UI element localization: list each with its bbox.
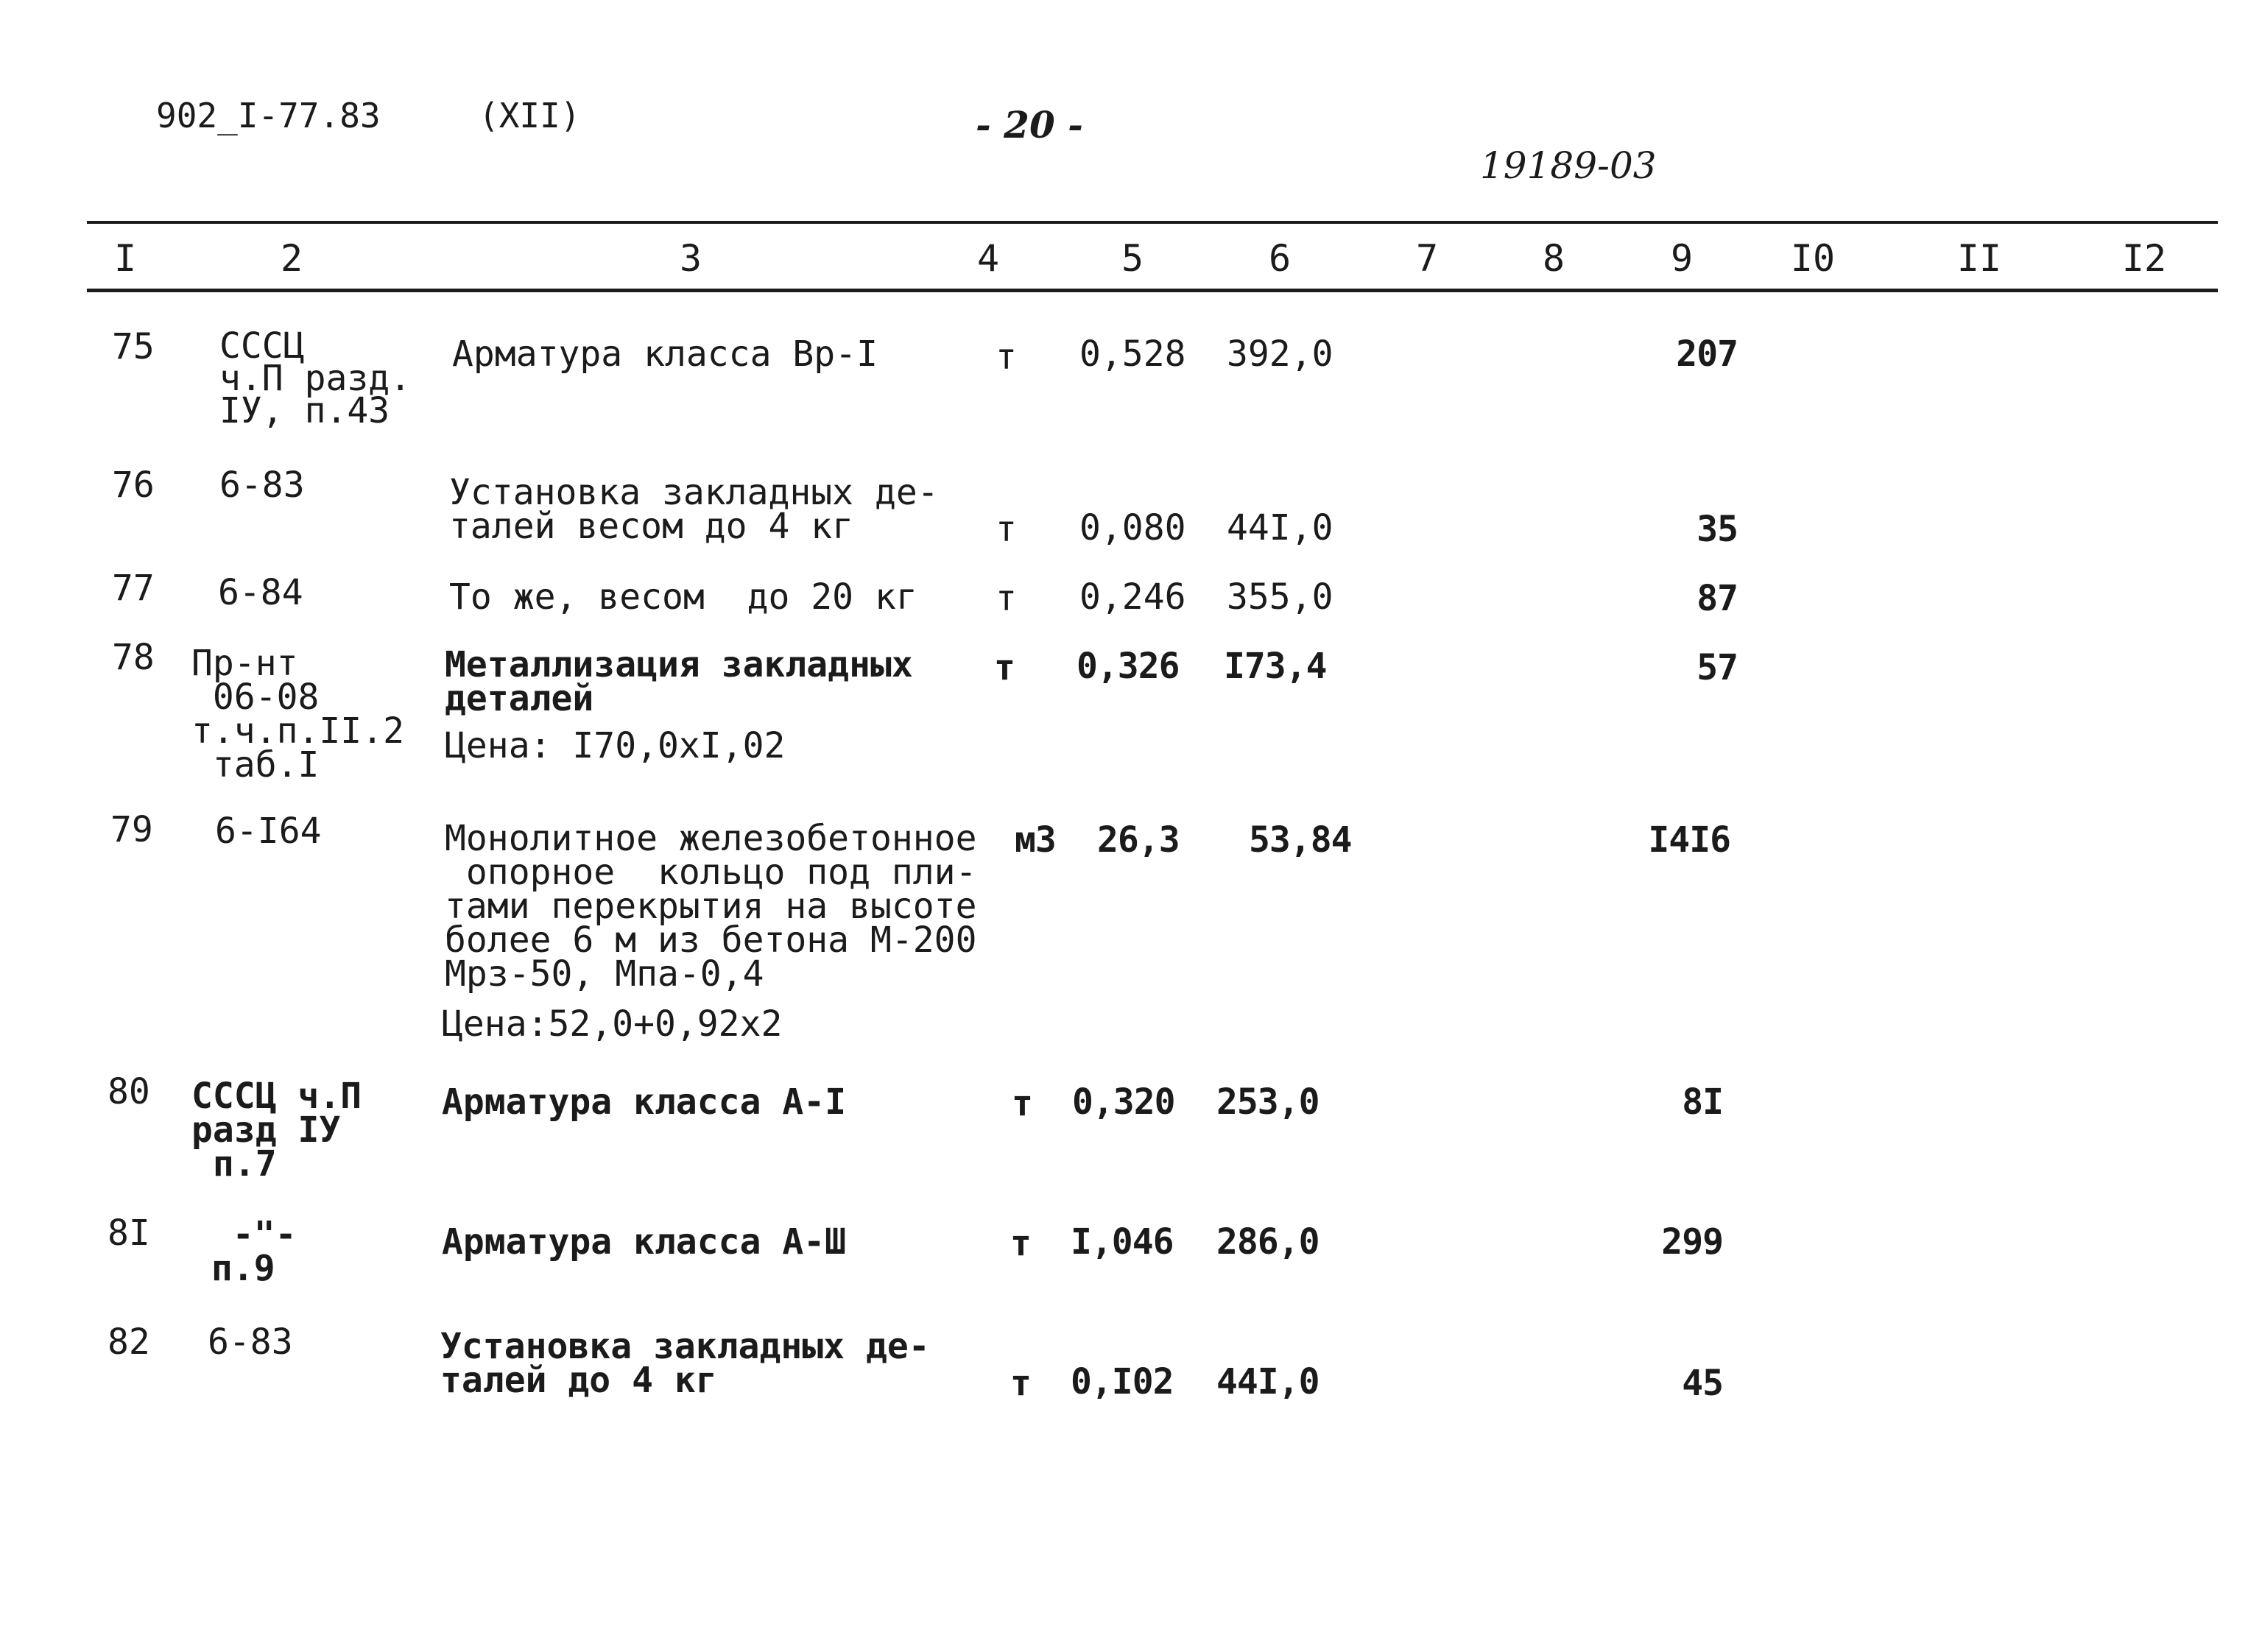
quantity: 0,528	[1079, 333, 1186, 375]
quantity: 0,I02	[1071, 1361, 1174, 1402]
row-number: 75	[112, 326, 155, 367]
row-number: 8I	[108, 1212, 150, 1254]
column-header: 7	[1415, 237, 1439, 280]
column-header: 2	[280, 237, 303, 280]
column-header: 8	[1542, 237, 1565, 280]
norm-reference: СССЦ ч.П разд IУ п.7	[191, 1076, 362, 1185]
work-description: Монолитное железобетонное опорное кольцо под пли- тами перекрытия на высоте более 6 м из бетона М-200 Мрз-50, Мпа-0,4	[445, 818, 977, 995]
page-number: - 20 -	[976, 103, 1083, 147]
price-note: Цена: I70,0хI,02	[445, 725, 786, 766]
table-header-rule	[87, 289, 2218, 292]
price-note: Цена:52,0+0,92х2	[442, 1003, 783, 1045]
quantity: I,046	[1071, 1221, 1174, 1263]
column-header: I2	[2121, 237, 2167, 280]
work-description: Установка закладных де- талей весом до 4 кг	[449, 472, 939, 547]
unit-price: 286,0	[1216, 1221, 1320, 1263]
norm-reference: СССЦ ч.П разд. IУ, п.43	[219, 325, 412, 431]
unit-price: 392,0	[1227, 333, 1333, 375]
total-cost: 45	[1682, 1363, 1723, 1404]
row-number: 76	[112, 465, 155, 506]
unit-price: 355,0	[1227, 576, 1333, 618]
norm-reference: 6-83	[219, 465, 305, 506]
column-header: I	[113, 237, 137, 280]
unit: т	[996, 509, 1017, 550]
total-cost: 57	[1696, 647, 1738, 688]
column-header: 4	[976, 237, 1000, 280]
unit: т	[996, 336, 1017, 378]
unit-price: I73,4	[1224, 646, 1327, 687]
unit: м3	[1015, 819, 1056, 861]
quantity: 26,3	[1097, 819, 1180, 861]
quantity: 0,320	[1072, 1081, 1175, 1123]
handwritten-reference: 19189-03	[1480, 144, 1657, 187]
total-cost: 8I	[1682, 1081, 1723, 1123]
norm-reference: 6-I64	[215, 811, 322, 852]
unit: т	[996, 578, 1017, 619]
work-description: Металлизация закладных деталей	[445, 644, 913, 719]
total-cost: 35	[1696, 509, 1738, 550]
unit-price: 44I,0	[1216, 1361, 1320, 1402]
norm-reference: 6-83	[208, 1321, 293, 1363]
unit: т	[994, 647, 1015, 688]
unit: т	[1010, 1223, 1031, 1264]
row-number: 82	[108, 1321, 150, 1363]
norm-reference: Пр-нт 06-08 т.ч.п.II.2 таб.I	[191, 643, 404, 786]
total-cost: 87	[1696, 578, 1738, 619]
unit: т	[1010, 1363, 1031, 1404]
row-number: 78	[112, 637, 155, 678]
unit-price: 253,0	[1216, 1081, 1320, 1123]
work-description: Арматура класса А-Ш	[442, 1221, 847, 1263]
work-description: То же, весом до 20 кг	[449, 576, 917, 618]
column-header: 6	[1268, 237, 1292, 280]
total-cost: I4I6	[1648, 819, 1730, 861]
work-description: Арматура класса А-I	[442, 1081, 847, 1123]
work-description: Арматура класса Вр-I	[452, 333, 878, 375]
total-cost: 207	[1676, 333, 1738, 375]
norm-reference: -"- п.9	[211, 1214, 297, 1289]
row-number: 79	[110, 809, 153, 850]
norm-reference: 6-84	[218, 572, 303, 613]
column-header: 3	[679, 237, 702, 280]
column-header: 9	[1670, 237, 1694, 280]
table-top-rule	[87, 221, 2218, 224]
column-header: II	[1956, 237, 2002, 280]
quantity: 0,080	[1079, 507, 1186, 548]
row-number: 77	[112, 568, 155, 609]
total-cost: 299	[1661, 1221, 1723, 1263]
row-number: 80	[108, 1071, 150, 1112]
unit: т	[1012, 1083, 1032, 1124]
unit-price: 53,84	[1249, 819, 1352, 861]
quantity: 0,326	[1077, 646, 1180, 687]
column-header: 5	[1121, 237, 1144, 280]
document-code: 902_I-77.83	[156, 96, 381, 135]
unit-price: 44I,0	[1227, 507, 1333, 548]
sheet-part: (XII)	[479, 96, 581, 135]
work-description: Установка закладных де- талей до 4 кг	[440, 1326, 930, 1401]
column-header: I0	[1790, 237, 1836, 280]
quantity: 0,246	[1079, 576, 1186, 618]
